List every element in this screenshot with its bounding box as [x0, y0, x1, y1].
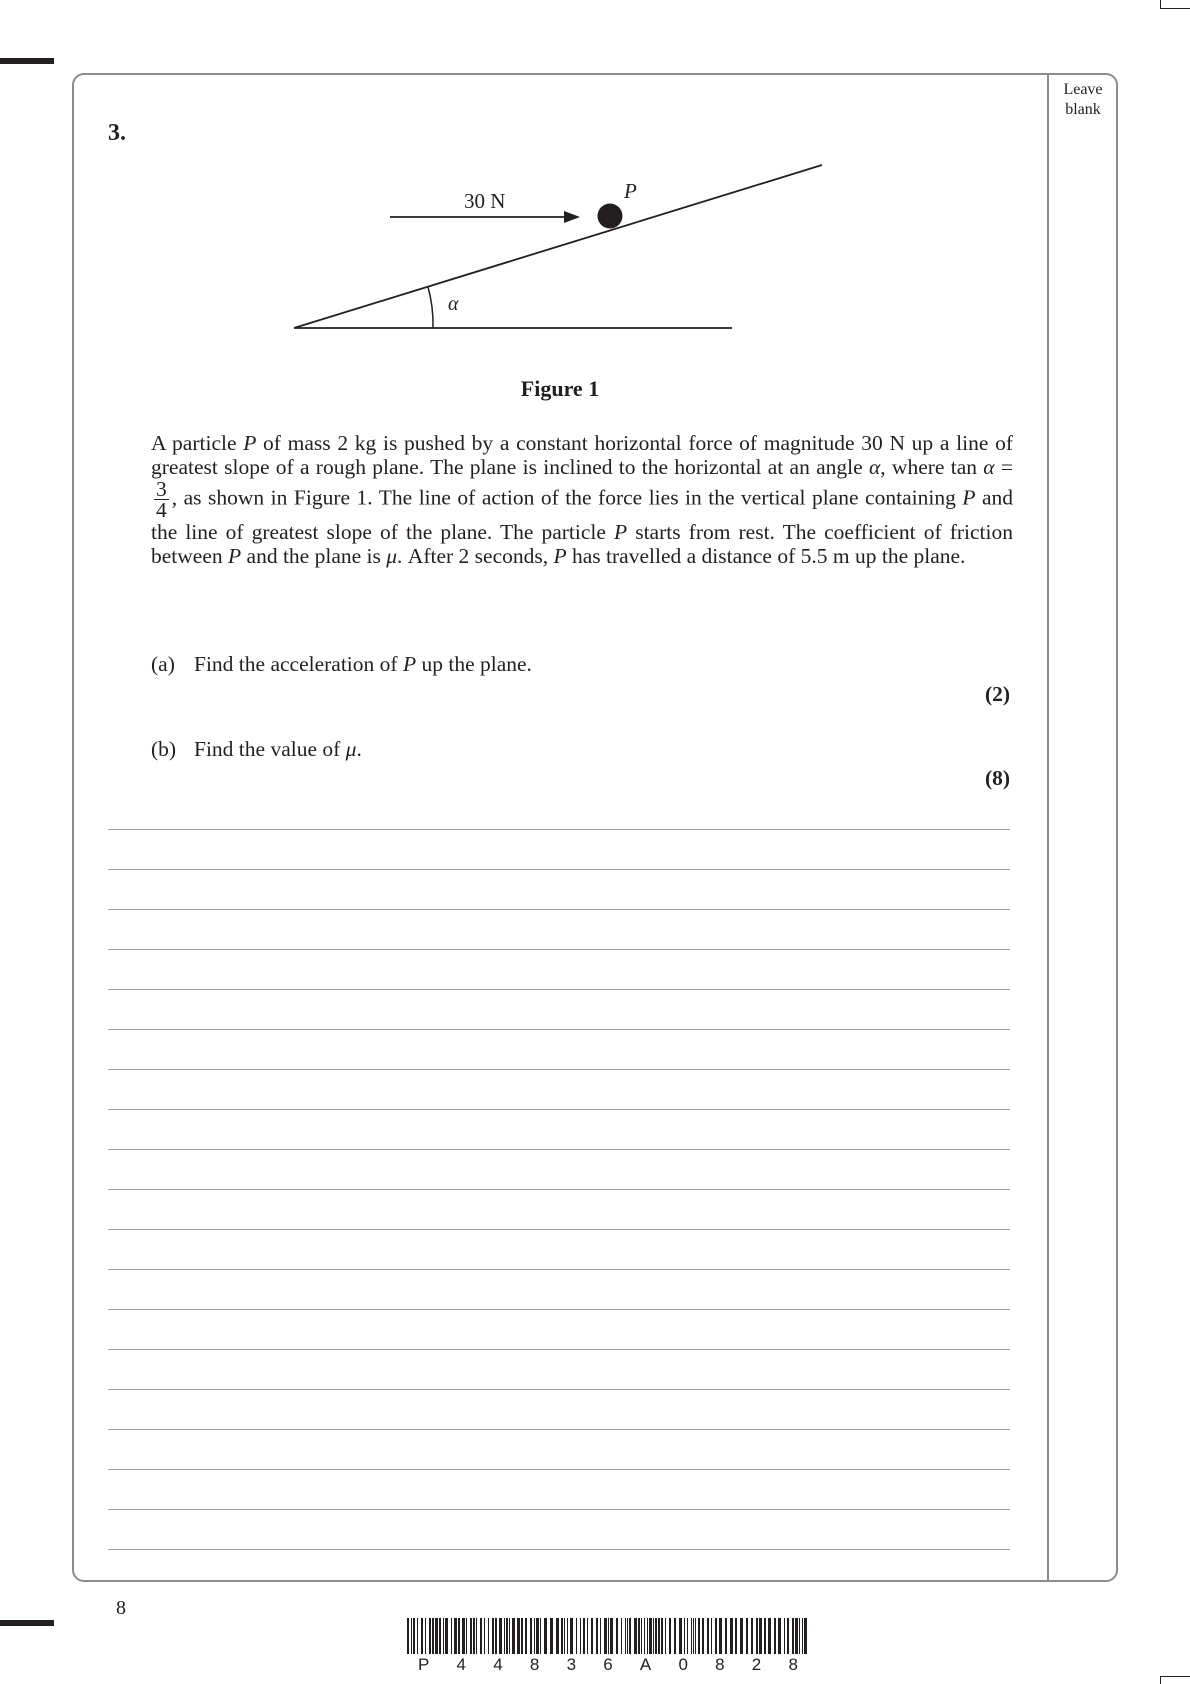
barcode-bar — [470, 1618, 472, 1654]
barcode-bar — [583, 1618, 585, 1654]
barcode-bar — [756, 1618, 758, 1654]
barcode-bar — [702, 1618, 704, 1654]
fraction-three-quarters: $\frac{3}{4}$ — [156, 477, 167, 522]
barcode-bar — [407, 1618, 409, 1654]
barcode-bar — [521, 1618, 523, 1654]
barcode-bar — [570, 1618, 573, 1654]
crop-mark-top-right-v — [1160, 0, 1161, 8]
angle-label: α — [448, 293, 459, 315]
barcode-bar — [768, 1618, 771, 1654]
barcode-bar — [429, 1618, 431, 1654]
barcode-bar — [567, 1618, 568, 1654]
part-a-text: Find the acceleration of P up the plane. — [194, 652, 532, 676]
barcode-bar — [425, 1618, 426, 1654]
barcode-bar — [691, 1618, 692, 1654]
answer-line[interactable] — [108, 829, 1010, 830]
barcode-bar — [665, 1618, 666, 1654]
barcode-bar — [488, 1618, 489, 1654]
barcode-char: 3 — [566, 1655, 577, 1674]
barcode-bar — [693, 1618, 694, 1654]
answer-line[interactable] — [108, 869, 1010, 870]
answer-line[interactable] — [108, 989, 1010, 990]
answer-line[interactable] — [108, 1269, 1010, 1270]
barcode-bar — [504, 1618, 505, 1654]
barcode-bar — [638, 1618, 640, 1654]
barcode-bar — [616, 1618, 618, 1654]
barcode-bar — [417, 1618, 418, 1654]
barcode-char: 4 — [493, 1655, 503, 1674]
barcode-bar — [661, 1618, 663, 1654]
barcode-bar — [536, 1618, 539, 1654]
barcode — [405, 1618, 810, 1658]
answer-line[interactable] — [108, 1549, 1010, 1550]
crop-mark-top-left — [0, 58, 54, 64]
barcode-bar — [707, 1618, 709, 1654]
barcode-bar — [476, 1618, 477, 1654]
particle-p — [598, 204, 623, 229]
barcode-bar — [751, 1618, 753, 1654]
barcode-bar — [774, 1618, 776, 1654]
barcode-bar — [550, 1618, 553, 1654]
inclined-plane-figure — [280, 150, 840, 340]
barcode-bar — [534, 1618, 535, 1654]
answer-line[interactable] — [108, 1149, 1010, 1150]
answer-line[interactable] — [108, 1469, 1010, 1470]
barcode-bar — [735, 1618, 737, 1654]
barcode-bar — [451, 1618, 452, 1654]
barcode-char: 8 — [715, 1655, 725, 1674]
barcode-char: 2 — [751, 1655, 762, 1674]
answer-line[interactable] — [108, 949, 1010, 950]
answer-line[interactable] — [108, 1429, 1010, 1430]
barcode-bar — [561, 1618, 563, 1654]
barcode-bar — [480, 1618, 482, 1654]
answer-line[interactable] — [108, 1509, 1010, 1510]
barcode-bar — [492, 1618, 494, 1654]
barcode-bar — [587, 1618, 588, 1654]
barcode-char: P — [418, 1655, 430, 1674]
answer-line[interactable] — [108, 1189, 1010, 1190]
barcode-bar — [784, 1618, 785, 1654]
answer-line[interactable] — [108, 909, 1010, 910]
barcode-bar — [432, 1618, 434, 1654]
answer-line[interactable] — [108, 1229, 1010, 1230]
barcode-bar — [725, 1618, 727, 1654]
barcode-bar — [610, 1618, 613, 1654]
barcode-bar — [698, 1618, 700, 1654]
barcode-bar — [525, 1618, 527, 1654]
barcode-bar — [629, 1618, 631, 1654]
barcode-bar — [580, 1618, 581, 1654]
answer-line[interactable] — [108, 1349, 1010, 1350]
barcode-bar — [674, 1618, 676, 1654]
barcode-char: 0 — [678, 1655, 688, 1674]
barcode-bar — [778, 1618, 781, 1654]
part-b-text: Find the value of μ. — [194, 737, 362, 761]
barcode-bar — [634, 1618, 637, 1654]
question-number: 3. — [108, 120, 126, 146]
barcode-bar — [730, 1618, 733, 1654]
barcode-bar — [544, 1618, 547, 1654]
barcode-bar — [600, 1618, 601, 1654]
barcode-bar — [462, 1618, 465, 1654]
barcode-bar — [695, 1618, 696, 1654]
barcode-bar — [495, 1618, 497, 1654]
barcode-bar — [711, 1618, 712, 1654]
barcode-bar — [556, 1618, 559, 1654]
barcode-bar — [473, 1618, 475, 1654]
particle-label: P — [624, 179, 637, 203]
crop-mark-bottom-right-h — [1160, 1676, 1190, 1677]
barcode-char: 8 — [788, 1655, 798, 1674]
barcode-bar — [804, 1618, 807, 1654]
barcode-bar — [669, 1618, 671, 1654]
barcode-bar — [499, 1618, 502, 1654]
angle-arc — [428, 287, 433, 328]
answer-line[interactable] — [108, 1069, 1010, 1070]
answer-line[interactable] — [108, 1309, 1010, 1310]
barcode-bar — [746, 1618, 748, 1654]
barcode-bar — [625, 1618, 626, 1654]
part-a-label: (a) — [151, 652, 175, 676]
barcode-bar — [647, 1618, 648, 1654]
barcode-bar — [649, 1618, 652, 1654]
question-text: A particle P of mass 2 kg is pushed by a constant horizontal force of magnitude 30 N up a line of greatest slope of a rough plane. The plane is inclined to the horizontal at an angle α, where tan α = $\frac{3}{4}$ , as shown in Figure 1. The line of action of the force lies in the vertical plane containing P and the line of greatest slope of the plane. The particle P starts from rest. The coefficient of friction between P and the plane is μ. After 2 seconds, P has travelled a distance of 5.5 m up the plane. — [151, 431, 1013, 568]
barcode-bar — [466, 1618, 467, 1654]
answer-line[interactable] — [108, 1389, 1010, 1390]
barcode-bar — [787, 1618, 789, 1654]
inclined-plane-line — [294, 165, 822, 328]
barcode-bar — [641, 1618, 642, 1654]
barcode-bar — [596, 1618, 598, 1654]
force-label: 30 N — [464, 189, 506, 213]
barcode-char: A — [639, 1655, 652, 1674]
barcode-bar — [540, 1618, 541, 1654]
barcode-bar — [759, 1618, 762, 1654]
barcode-bar — [764, 1618, 766, 1654]
crop-mark-top-right-h — [1160, 8, 1190, 9]
barcode-bar — [740, 1618, 743, 1654]
barcode-bar — [679, 1618, 682, 1654]
part-b-marks: (8) — [985, 766, 1011, 790]
part-a-marks: (2) — [985, 682, 1011, 706]
answer-line[interactable] — [108, 1109, 1010, 1110]
page-number: 8 — [116, 1597, 126, 1619]
barcode-bar — [458, 1618, 460, 1654]
barcode-bar — [509, 1618, 510, 1654]
barcode-bar — [644, 1618, 645, 1654]
barcode-bar — [604, 1618, 607, 1654]
barcode-bar — [655, 1618, 657, 1654]
barcode-bar — [608, 1618, 609, 1654]
barcode-bar — [591, 1618, 593, 1654]
barcode-bar — [454, 1618, 457, 1654]
barcode-bar — [445, 1618, 448, 1654]
barcode-char: 8 — [529, 1655, 540, 1674]
barcode-bar — [576, 1618, 577, 1654]
barcode-bar — [517, 1618, 520, 1654]
barcode-bar — [627, 1618, 628, 1654]
barcode-bar — [802, 1618, 803, 1654]
leave-blank-column-divider — [1047, 73, 1049, 1582]
answer-line[interactable] — [108, 1029, 1010, 1030]
barcode-bar — [530, 1618, 532, 1654]
force-arrowhead — [564, 211, 580, 223]
barcode-bar — [792, 1618, 794, 1654]
barcode-bar — [719, 1618, 722, 1654]
barcode-bar — [413, 1618, 415, 1654]
barcode-text — [418, 1655, 798, 1675]
barcode-bar — [421, 1618, 423, 1654]
barcode-bar — [653, 1618, 654, 1654]
barcode-bar — [687, 1618, 688, 1654]
barcode-char: 4 — [456, 1655, 467, 1674]
barcode-bar — [799, 1618, 800, 1654]
barcode-bar — [684, 1618, 685, 1654]
barcode-bar — [621, 1618, 622, 1654]
barcode-char: 6 — [603, 1655, 613, 1674]
barcode-bar — [658, 1618, 660, 1654]
barcode-bar — [443, 1618, 444, 1654]
barcode-bar — [484, 1618, 485, 1654]
crop-mark-bottom-right-v — [1160, 1676, 1161, 1684]
barcode-bar — [564, 1618, 565, 1654]
crop-mark-bottom-left — [0, 1620, 54, 1626]
barcode-bar — [512, 1618, 515, 1654]
barcode-bar — [411, 1618, 412, 1654]
barcode-bar — [715, 1618, 717, 1654]
barcode-bar — [439, 1618, 441, 1654]
barcode-bar — [506, 1618, 508, 1654]
leave-blank-label: Leave blank — [1063, 81, 1103, 118]
barcode-bar — [435, 1618, 438, 1654]
part-b-label: (b) — [151, 737, 177, 761]
figure-caption: Figure 1 — [520, 376, 600, 401]
barcode-bar — [795, 1618, 798, 1654]
